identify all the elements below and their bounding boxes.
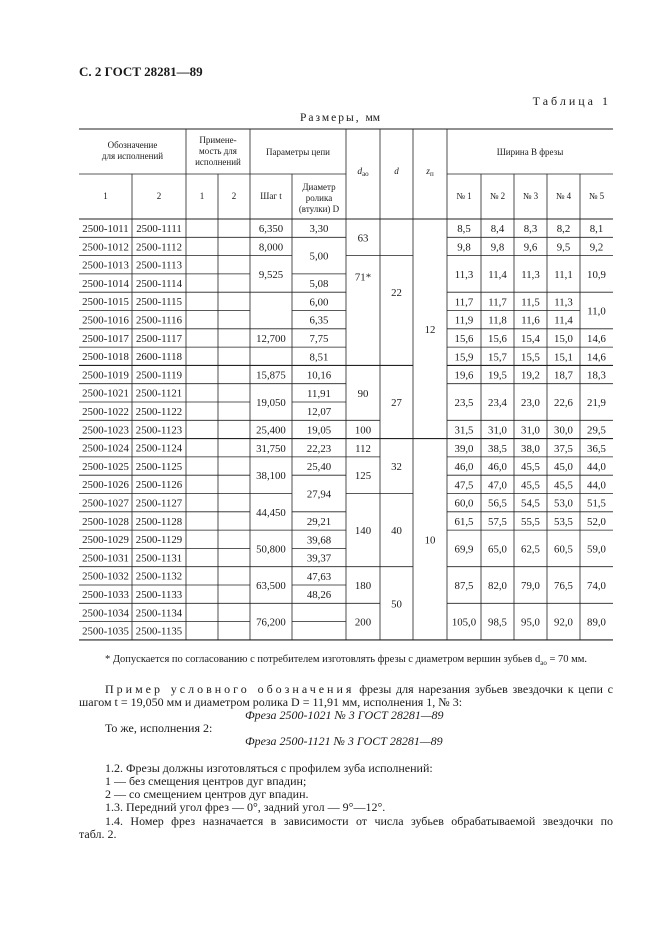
designation-1-cell: 2500-1035 [82, 625, 129, 638]
width-cell: 45,5 [521, 461, 540, 474]
dao-cell: 100 [354, 424, 372, 437]
width-cell: 19,5 [488, 369, 507, 382]
designation-1-cell: 2500-1033 [82, 589, 129, 601]
step-cell: 50,800 [256, 543, 286, 556]
head-app-1: 1 [199, 191, 205, 201]
d-cell: 50 [391, 598, 402, 611]
designation-2-cell: 2500-1123 [135, 424, 183, 437]
dao-cell: 125 [354, 470, 372, 483]
width-cell: 15,1 [554, 351, 573, 364]
designation-1-cell: 2500-1013 [82, 259, 129, 272]
width-cell: 11,7 [454, 296, 474, 309]
width-cell: 15,6 [454, 332, 474, 345]
width-cell: 15,7 [488, 351, 507, 364]
head-applicability: мость для [199, 146, 237, 156]
head-width-2: № 2 [489, 191, 506, 201]
example-designation-2: Фреза 2500-1121 № 3 ГОСТ 28281—89 [245, 734, 443, 748]
designation-2-cell: 2500-1122 [135, 406, 183, 418]
designation-2-cell: 2500-1111 [136, 223, 182, 235]
roller-cell: 48,26 [306, 589, 332, 602]
width-cell: 19,6 [454, 369, 474, 382]
width-cell: 15,6 [488, 332, 507, 345]
example-line-1: Пример условного обозначения фрезы для нарезания зубьев звездочки к цепи с [105, 682, 613, 696]
designation-2-cell: 2500-1132 [135, 570, 183, 583]
width-cell: 11,6 [521, 314, 540, 327]
roller-cell: 10,16 [306, 369, 332, 382]
clause-variant-2: 2 — со смещением центров дуг впадин. [105, 787, 309, 801]
step-cell: 6,350 [258, 223, 284, 236]
designation-2-cell: 2500-1131 [135, 552, 183, 565]
roller-cell: 39,68 [306, 534, 332, 547]
width-cell: 23,4 [488, 397, 507, 409]
roller-cell: 22,23 [306, 442, 332, 455]
width-cell: 8,2 [556, 223, 571, 236]
head-chain-params: Параметры цепи [266, 147, 330, 157]
width-cell: 18,7 [554, 369, 573, 382]
width-cell: 11,3 [521, 268, 540, 281]
width-cell: 36,5 [587, 442, 606, 455]
width-cell: 37,5 [554, 442, 573, 455]
step-cell: 25,400 [256, 424, 286, 437]
example-line-2: шагом t = 19,050 мм и диаметром ролика D = 11,91 мм, исполнения 1, № 3: [79, 695, 463, 709]
designation-1-cell: 2500-1028 [82, 515, 129, 528]
designation-2-cell: 2500-1119 [136, 369, 182, 382]
step-cell: 76,200 [256, 616, 286, 629]
width-cell: 9,8 [490, 241, 505, 254]
roller-cell: 6,35 [309, 314, 329, 327]
width-cell: 38,5 [488, 442, 507, 455]
dao-cell: 63 [357, 232, 369, 245]
width-cell: 45,5 [554, 479, 573, 492]
step-cell: 8,000 [258, 241, 284, 254]
head-roller: Диаметр [302, 182, 336, 192]
designation-2-cell: 2500-1115 [136, 296, 182, 309]
designation-1-cell: 2500-1029 [82, 534, 129, 547]
head-zn: $z_п$ [426, 167, 434, 178]
width-cell: 65,0 [488, 543, 507, 556]
step-cell: 44,450 [256, 506, 286, 519]
roller-cell: 3,30 [309, 223, 329, 236]
head-roller: (втулки) D [298, 204, 340, 214]
width-cell: 53,0 [554, 497, 573, 510]
designation-2-cell: 2600-1118 [136, 351, 182, 364]
head-roller: ролика [305, 193, 333, 203]
width-cell: 52,0 [587, 515, 606, 528]
width-cell: 60,5 [554, 543, 573, 556]
roller-cell: 7,75 [309, 332, 329, 345]
width-cell: 79,0 [521, 580, 540, 592]
width-cell: 74,0 [587, 580, 606, 592]
width-cell: 82,0 [488, 580, 507, 592]
width-cell: 45,0 [554, 461, 573, 474]
width-cell: 10,9 [587, 268, 606, 281]
width-cell: 31,5 [454, 424, 474, 437]
head-col-2: 2 [156, 191, 162, 201]
designation-2-cell: 2500-1113 [136, 259, 182, 272]
width-cell: 9,6 [523, 241, 538, 254]
designation-2-cell: 2500-1124 [135, 442, 183, 455]
d-cell: 40 [391, 525, 402, 538]
sizes-label: Размеры, мм [300, 112, 381, 124]
head-width-3: № 3 [522, 191, 539, 201]
width-cell: 45,5 [521, 479, 540, 492]
designation-1-cell: 2500-1014 [82, 277, 129, 290]
dao-cell: 112 [355, 442, 371, 455]
designation-1-cell: 2500-1026 [82, 479, 129, 492]
width-cell: 23,0 [521, 397, 540, 409]
width-cell: 98,5 [488, 616, 507, 629]
step-cell: 19,050 [256, 397, 286, 409]
d-cell: 22 [391, 287, 402, 300]
width-cell: 44,0 [587, 461, 606, 474]
dao-cell: 180 [354, 580, 372, 592]
designation-1-cell: 2500-1032 [82, 570, 129, 583]
head-applicability: Примене- [199, 135, 237, 145]
roller-cell: 5,00 [309, 250, 329, 263]
width-cell: 95,0 [521, 616, 540, 629]
head-applicability: исполнений [195, 157, 241, 167]
clause-1-4: 1.4. Номер фрез назначается в зависимости от числа зубьев обрабатываемой звездочки по [105, 814, 613, 828]
width-cell: 47,5 [454, 479, 474, 492]
width-cell: 21,9 [587, 397, 606, 409]
roller-cell: 8,51 [309, 351, 329, 364]
width-cell: 59,0 [587, 543, 606, 556]
roller-cell: 39,37 [306, 552, 332, 565]
head-designation: для исполнений [101, 151, 164, 161]
dao-cell: 90 [357, 387, 369, 400]
width-cell: 8,3 [523, 223, 538, 236]
clause-variant-1: 1 — без смещения центров дуг впадин; [105, 774, 307, 788]
head-d: d [394, 166, 399, 176]
roller-cell: 12,07 [306, 406, 332, 419]
page-header: С. 2 ГОСТ 28281—89 [79, 64, 203, 79]
designation-2-cell: 2500-1117 [136, 332, 182, 345]
width-cell: 11,3 [554, 296, 573, 309]
width-cell: 31,0 [488, 424, 507, 437]
width-cell: 9,8 [457, 241, 471, 254]
roller-cell: 29,21 [306, 515, 332, 528]
width-cell: 8,5 [457, 223, 471, 236]
width-cell: 11,1 [554, 268, 573, 281]
roller-cell: 47,63 [306, 570, 332, 583]
designation-1-cell: 2500-1016 [82, 314, 129, 327]
width-cell: 11,7 [488, 296, 507, 309]
width-cell: 22,6 [554, 397, 573, 409]
d-cell: 32 [391, 461, 402, 474]
designation-1-cell: 2500-1017 [82, 332, 129, 345]
width-cell: 9,5 [556, 241, 571, 254]
clause-1-4-end: табл. 2. [79, 827, 117, 841]
dao-cell: 200 [354, 616, 372, 629]
width-cell: 46,0 [454, 461, 474, 474]
roller-cell: 27,94 [306, 488, 332, 501]
width-cell: 47,0 [488, 479, 507, 492]
designation-2-cell: 2500-1128 [135, 515, 183, 528]
width-cell: 69,9 [454, 543, 474, 556]
designation-1-cell: 2500-1025 [82, 460, 129, 473]
roller-cell: 5,08 [309, 278, 329, 291]
designation-1-cell: 2500-1011 [82, 223, 129, 235]
head-dao: $d_{ао}$ [357, 167, 369, 178]
table-label: Таблица 1 [532, 94, 611, 108]
zn-cell: 10 [424, 534, 436, 547]
table-footnote: * Допускается по согласованию с потребителем изготовлять фрезы с диаметром вершин зубьев $d_{ао} = 70$ мм. [105, 654, 588, 668]
designation-1-cell: 2500-1027 [82, 497, 129, 510]
width-cell: 15,4 [521, 332, 540, 345]
head-width-5: № 5 [588, 191, 605, 201]
width-cell: 11,4 [488, 268, 507, 281]
designation-2-cell: 2500-1116 [136, 314, 182, 327]
width-cell: 18,3 [587, 369, 606, 382]
designation-1-cell: 2500-1024 [82, 442, 129, 455]
step-cell: 63,500 [256, 580, 286, 592]
designation-1-cell: 2500-1031 [82, 552, 129, 565]
width-cell: 89,0 [587, 616, 606, 629]
designation-2-cell: 2500-1134 [135, 607, 183, 620]
width-cell: 51,5 [587, 497, 606, 510]
designation-1-cell: 2500-1021 [82, 387, 129, 400]
head-app-2: 2 [231, 191, 237, 201]
width-cell: 44,0 [587, 479, 606, 492]
roller-cell: 25,40 [306, 461, 332, 474]
width-cell: 11,8 [488, 314, 507, 327]
width-cell: 38,0 [521, 442, 540, 455]
step-cell: 38,100 [256, 470, 286, 483]
dao-cell: 140 [354, 525, 372, 538]
head-designation: Обозначение [107, 140, 158, 150]
width-cell: 15,0 [554, 332, 573, 345]
width-cell: 60,0 [454, 497, 474, 510]
width-cell: 14,6 [587, 332, 606, 345]
clause-1-2: 1.2. Фрезы должны изготовляться с профилем зуба исполнений: [105, 761, 433, 775]
designation-1-cell: 2500-1022 [82, 406, 129, 418]
roller-cell: 11,91 [307, 387, 331, 400]
width-cell: 57,5 [488, 515, 507, 528]
head-step: Шаг t [260, 191, 282, 201]
designation-1-cell: 2500-1019 [82, 369, 129, 382]
d-cell: 27 [391, 397, 402, 409]
width-cell: 62,5 [521, 543, 540, 556]
width-cell: 92,0 [554, 616, 573, 629]
head-width-4: № 4 [555, 191, 572, 201]
designation-1-cell: 2500-1034 [82, 607, 129, 620]
width-cell: 8,1 [589, 223, 604, 236]
width-cell: 31,0 [521, 424, 540, 437]
step-cell: 12,700 [256, 332, 286, 345]
head-width: Ширина В фрезы [496, 147, 564, 157]
step-cell: 9,525 [258, 268, 284, 281]
width-cell: 61,5 [454, 515, 474, 528]
designation-1-cell: 2500-1023 [82, 424, 129, 437]
width-cell: 19,2 [521, 369, 540, 382]
designation-2-cell: 2500-1126 [135, 479, 183, 492]
width-cell: 11,5 [521, 296, 540, 309]
head-col-1: 1 [103, 191, 108, 201]
designation-2-cell: 2500-1112 [136, 241, 182, 254]
width-cell: 14,6 [587, 351, 606, 364]
width-cell: 56,5 [488, 497, 507, 510]
width-cell: 105,0 [451, 616, 477, 629]
width-cell: 11,4 [554, 314, 573, 327]
designation-2-cell: 2500-1114 [136, 277, 182, 290]
width-cell: 87,5 [454, 580, 474, 592]
example-designation-1: Фреза 2500-1021 № 3 ГОСТ 28281—89 [245, 708, 444, 722]
width-cell: 46,0 [488, 461, 507, 474]
width-cell: 23,5 [454, 397, 474, 409]
roller-cell: 19,05 [306, 424, 332, 437]
clause-1-3: 1.3. Передний угол фрез — 0°, задний угол — 9°—12°. [105, 800, 386, 814]
width-cell: 8,4 [490, 223, 505, 236]
designation-2-cell: 2500-1135 [135, 625, 183, 638]
designation-2-cell: 2500-1133 [135, 589, 183, 601]
width-cell: 15,5 [521, 351, 540, 364]
head-width-1: № 1 [456, 191, 472, 201]
designation-2-cell: 2500-1129 [135, 534, 183, 547]
width-cell: 11,0 [587, 305, 606, 318]
width-cell: 11,9 [454, 314, 474, 327]
width-cell: 55,5 [521, 515, 540, 528]
designation-2-cell: 2500-1125 [135, 460, 183, 473]
width-cell: 15,9 [454, 351, 474, 364]
step-cell: 15,875 [256, 369, 286, 382]
designation-1-cell: 2500-1012 [82, 241, 129, 254]
width-cell: 9,2 [589, 241, 604, 254]
designation-2-cell: 2500-1121 [135, 387, 183, 400]
step-cell: 31,750 [256, 442, 286, 455]
dao-cell: 71* [354, 271, 372, 284]
width-cell: 53,5 [554, 515, 573, 528]
width-cell: 11,3 [454, 268, 474, 281]
roller-cell: 6,00 [309, 296, 329, 309]
zn-cell: 12 [424, 323, 436, 336]
designation-1-cell: 2500-1015 [82, 296, 129, 309]
width-cell: 54,5 [521, 497, 540, 510]
width-cell: 39,0 [454, 442, 474, 455]
width-cell: 76,5 [554, 580, 573, 592]
designation-1-cell: 2500-1018 [82, 351, 129, 364]
width-cell: 29,5 [587, 424, 606, 437]
designation-2-cell: 2500-1127 [135, 497, 183, 510]
example-same-line: То же, исполнения 2: [105, 721, 213, 735]
width-cell: 30,0 [554, 424, 573, 437]
